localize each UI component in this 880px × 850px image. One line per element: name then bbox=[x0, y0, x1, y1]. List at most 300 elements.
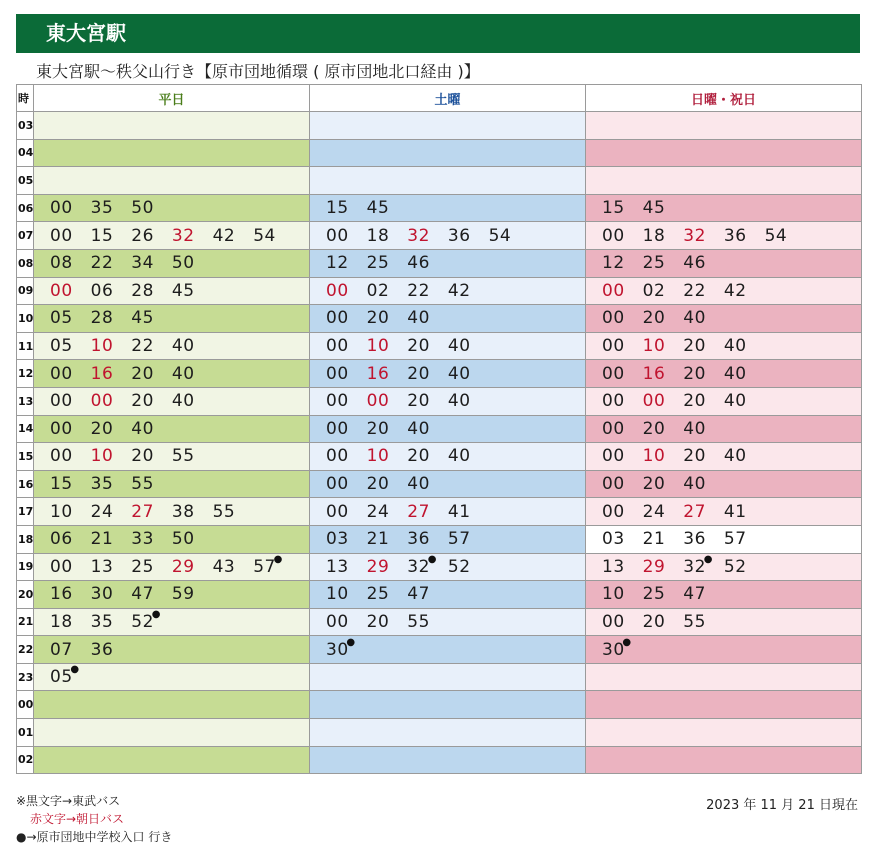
minute-text: 20 bbox=[407, 446, 430, 467]
weekday-cell bbox=[34, 139, 310, 167]
minute-text: 46 bbox=[683, 253, 706, 274]
weekday-cell bbox=[34, 581, 310, 609]
weekday-cell bbox=[34, 387, 310, 415]
departure-minute-asahi bbox=[50, 281, 73, 301]
hour-label: 00 bbox=[17, 691, 34, 719]
departure-minute bbox=[91, 584, 114, 604]
departure-minute bbox=[602, 636, 632, 660]
hour-label: 18 bbox=[17, 525, 34, 553]
saturday-cell bbox=[310, 443, 586, 471]
departure-minute bbox=[448, 281, 471, 301]
minute-text: 16 bbox=[90, 363, 114, 384]
departure-minute-asahi bbox=[643, 364, 666, 384]
minute-text: 03 bbox=[326, 529, 349, 550]
weekday-cell bbox=[34, 636, 310, 664]
minute-text: 40 bbox=[407, 308, 430, 329]
departure-minute bbox=[448, 557, 471, 577]
saturday-cell bbox=[310, 387, 586, 415]
departure-minute-asahi bbox=[643, 557, 666, 577]
departure-minute bbox=[50, 198, 73, 218]
minute-text: 42 bbox=[447, 280, 471, 301]
minute-text: 20 bbox=[407, 336, 430, 357]
departure-minute bbox=[602, 557, 625, 577]
hour-label: 08 bbox=[17, 249, 34, 277]
departure-minute bbox=[50, 446, 73, 466]
hour-label: 14 bbox=[17, 415, 34, 443]
saturday-cell bbox=[310, 277, 586, 305]
departure-minute bbox=[602, 474, 625, 494]
departure-minute bbox=[131, 474, 154, 494]
minute-text: 00 bbox=[642, 391, 666, 412]
departure-minute bbox=[50, 391, 73, 411]
minute-text: 41 bbox=[447, 501, 471, 522]
departure-minute-asahi bbox=[131, 502, 154, 522]
holiday-column-header: 日曜・祝日 bbox=[586, 85, 862, 112]
minute-text: 20 bbox=[642, 611, 666, 632]
minute-text: 24 bbox=[90, 501, 114, 522]
minute-text: 07 bbox=[50, 639, 73, 660]
departure-minute bbox=[326, 502, 349, 522]
departure-minute bbox=[367, 198, 390, 218]
departure-minute bbox=[643, 584, 666, 604]
saturday-cell bbox=[310, 663, 586, 691]
minute-text: 00 bbox=[602, 308, 625, 329]
weekday-cell bbox=[34, 553, 310, 581]
minute-text: 16 bbox=[366, 363, 390, 384]
departure-minute bbox=[91, 474, 114, 494]
minute-text: 00 bbox=[602, 474, 625, 495]
weekday-cell bbox=[34, 277, 310, 305]
minute-text: 45 bbox=[171, 280, 195, 301]
minute-text: 00 bbox=[602, 611, 625, 632]
departure-minute bbox=[326, 226, 349, 246]
minute-text: 29 bbox=[171, 556, 195, 577]
departure-minute bbox=[172, 253, 195, 273]
minute-text: 26 bbox=[131, 225, 154, 246]
hour-label: 10 bbox=[17, 305, 34, 333]
departure-minute bbox=[50, 253, 73, 273]
departure-minute bbox=[367, 502, 390, 522]
minute-text: 21 bbox=[642, 529, 666, 550]
holiday-cell bbox=[586, 222, 862, 250]
departure-minute-asahi bbox=[643, 336, 666, 356]
minute-text: 18 bbox=[366, 225, 390, 246]
departure-minute bbox=[131, 198, 154, 218]
departure-minute bbox=[683, 364, 706, 384]
minute-text: 00 bbox=[50, 391, 73, 412]
departure-minute bbox=[724, 502, 747, 522]
minute-text: 55 bbox=[407, 611, 430, 632]
minute-text: 15 bbox=[50, 474, 73, 495]
minute-text: 03 bbox=[602, 529, 625, 550]
departure-minute bbox=[448, 502, 471, 522]
minute-text: 40 bbox=[723, 446, 747, 467]
timetable-row bbox=[17, 332, 862, 360]
minute-text: 10 bbox=[642, 446, 666, 467]
hour-label: 22 bbox=[17, 636, 34, 664]
departure-minute bbox=[172, 391, 195, 411]
minute-text: 12 bbox=[326, 253, 349, 274]
minute-text: 05 bbox=[50, 667, 73, 688]
hour-label: 15 bbox=[17, 443, 34, 471]
departure-minute bbox=[407, 253, 430, 273]
weekday-cell bbox=[34, 360, 310, 388]
hour-label: 02 bbox=[17, 746, 34, 774]
effective-date-note: 2023 年 11 月 21 日現在 bbox=[706, 798, 858, 813]
minute-text: 00 bbox=[50, 556, 73, 577]
minute-text: 40 bbox=[131, 418, 154, 439]
weekday-cell bbox=[34, 194, 310, 222]
saturday-cell bbox=[310, 470, 586, 498]
departure-minute bbox=[448, 336, 471, 356]
weekday-cell bbox=[34, 525, 310, 553]
minute-text: 59 bbox=[171, 584, 195, 605]
departure-minute bbox=[602, 308, 625, 328]
departure-minute bbox=[50, 584, 73, 604]
minute-text: 20 bbox=[366, 418, 390, 439]
minute-text: 36 bbox=[90, 639, 114, 660]
departure-minute bbox=[131, 557, 154, 577]
minute-text: 34 bbox=[131, 253, 154, 274]
departure-minute bbox=[50, 474, 73, 494]
weekday-cell bbox=[34, 498, 310, 526]
departure-minute bbox=[407, 419, 430, 439]
departure-minute bbox=[91, 502, 114, 522]
departure-minute bbox=[213, 502, 236, 522]
departure-minute bbox=[326, 636, 356, 660]
weekday-cell bbox=[34, 443, 310, 471]
minute-text: 40 bbox=[683, 474, 706, 495]
minute-text: 21 bbox=[366, 529, 390, 550]
departure-minute bbox=[91, 308, 114, 328]
minute-text: 25 bbox=[366, 253, 390, 274]
departure-minute bbox=[50, 364, 73, 384]
minute-text: 38 bbox=[171, 501, 195, 522]
minute-text: 02 bbox=[366, 280, 390, 301]
minute-text: 16 bbox=[50, 584, 73, 605]
minute-text: 00 bbox=[326, 611, 349, 632]
departure-minute bbox=[602, 336, 625, 356]
minute-text: 00 bbox=[326, 501, 349, 522]
timetable-row bbox=[17, 194, 862, 222]
minute-text: 36 bbox=[723, 225, 747, 246]
minute-text: 55 bbox=[212, 501, 236, 522]
departure-minute-asahi bbox=[172, 226, 195, 246]
saturday-cell bbox=[310, 415, 586, 443]
minute-text: 10 bbox=[642, 336, 666, 357]
minute-text: 15 bbox=[90, 225, 114, 246]
minute-text: 36 bbox=[447, 225, 471, 246]
departure-minute bbox=[131, 308, 154, 328]
departure-minute-asahi bbox=[367, 336, 390, 356]
departure-minute bbox=[91, 198, 114, 218]
minute-text: 20 bbox=[683, 363, 706, 384]
saturday-cell bbox=[310, 746, 586, 774]
minute-text: 27 bbox=[131, 501, 154, 522]
minute-text: 00 bbox=[326, 225, 349, 246]
holiday-cell bbox=[586, 608, 862, 636]
departure-minute bbox=[448, 226, 471, 246]
minute-text: 35 bbox=[90, 611, 114, 632]
minute-text: 25 bbox=[642, 584, 666, 605]
departure-minute bbox=[683, 474, 706, 494]
departure-minute bbox=[602, 198, 625, 218]
holiday-cell bbox=[586, 360, 862, 388]
departure-minute-asahi bbox=[367, 391, 390, 411]
minute-text: 20 bbox=[131, 446, 154, 467]
weekday-cell bbox=[34, 332, 310, 360]
school-route-dot-icon: ● bbox=[70, 664, 80, 676]
departure-minute bbox=[326, 308, 349, 328]
departure-minute bbox=[131, 446, 154, 466]
minute-text: 00 bbox=[50, 225, 73, 246]
minute-text: 40 bbox=[683, 308, 706, 329]
minute-text: 00 bbox=[602, 280, 625, 301]
departure-minute-asahi bbox=[643, 446, 666, 466]
departure-minute bbox=[643, 419, 666, 439]
minute-text: 20 bbox=[683, 391, 706, 412]
weekday-cell bbox=[34, 249, 310, 277]
departure-minute-asahi bbox=[407, 502, 430, 522]
minute-text: 40 bbox=[447, 336, 471, 357]
timetable bbox=[16, 84, 862, 774]
legend-red-text: 赤文字→朝日バス bbox=[30, 812, 125, 826]
departure-minute bbox=[407, 446, 430, 466]
minute-text: 00 bbox=[366, 391, 390, 412]
saturday-cell bbox=[310, 222, 586, 250]
departure-minute bbox=[367, 612, 390, 632]
weekday-cell bbox=[34, 222, 310, 250]
route-title: 東大宮駅～秩父山行き【原市団地循環 ( 原市団地北口経由 )】 bbox=[36, 62, 480, 81]
departure-minute-asahi bbox=[407, 226, 430, 246]
departure-minute bbox=[326, 253, 349, 273]
departure-minute bbox=[172, 584, 195, 604]
departure-minute bbox=[253, 553, 283, 577]
departure-minute bbox=[172, 336, 195, 356]
minute-text: 40 bbox=[723, 363, 747, 384]
weekday-cell bbox=[34, 305, 310, 333]
timetable-row bbox=[17, 719, 862, 747]
holiday-cell bbox=[586, 636, 862, 664]
departure-minute bbox=[724, 364, 747, 384]
departure-minute bbox=[50, 308, 73, 328]
holiday-cell bbox=[586, 498, 862, 526]
minute-text: 35 bbox=[90, 198, 114, 219]
departure-minute bbox=[326, 391, 349, 411]
minute-text: 20 bbox=[366, 611, 390, 632]
departure-minute bbox=[407, 336, 430, 356]
minute-text: 29 bbox=[642, 556, 666, 577]
departure-minute bbox=[407, 281, 430, 301]
minute-text: 20 bbox=[683, 446, 706, 467]
minute-text: 20 bbox=[642, 308, 666, 329]
minute-text: 10 bbox=[602, 584, 625, 605]
legend-black-text: ※黒文字→東武バス bbox=[16, 794, 121, 808]
departure-minute bbox=[643, 226, 666, 246]
departure-minute bbox=[683, 419, 706, 439]
departure-minute bbox=[367, 529, 390, 549]
departure-minute bbox=[643, 474, 666, 494]
departure-minute-asahi bbox=[602, 281, 625, 301]
minute-text: 54 bbox=[764, 225, 788, 246]
departure-minute bbox=[50, 502, 73, 522]
minute-text: 00 bbox=[50, 418, 73, 439]
holiday-cell bbox=[586, 581, 862, 609]
school-route-dot-icon: ● bbox=[622, 636, 632, 648]
minute-text: 00 bbox=[326, 418, 349, 439]
timetable-row bbox=[17, 498, 862, 526]
hour-label: 16 bbox=[17, 470, 34, 498]
minute-text: 42 bbox=[212, 225, 236, 246]
minute-text: 25 bbox=[366, 584, 390, 605]
departure-minute bbox=[407, 364, 430, 384]
departure-minute bbox=[172, 364, 195, 384]
station-title: 東大宮駅 bbox=[46, 21, 126, 45]
departure-minute bbox=[367, 281, 390, 301]
departure-minute bbox=[91, 612, 114, 632]
departure-minute bbox=[91, 419, 114, 439]
minute-text: 00 bbox=[602, 446, 625, 467]
departure-minute bbox=[407, 474, 430, 494]
departure-minute bbox=[326, 419, 349, 439]
station-header bbox=[16, 14, 860, 53]
saturday-cell bbox=[310, 167, 586, 195]
minute-text: 50 bbox=[171, 253, 195, 274]
minute-text: 30 bbox=[90, 584, 114, 605]
departure-minute bbox=[765, 226, 788, 246]
timetable-row bbox=[17, 112, 862, 140]
minute-text: 42 bbox=[723, 280, 747, 301]
minute-text: 18 bbox=[642, 225, 666, 246]
minute-text: 54 bbox=[253, 225, 276, 246]
minute-text: 13 bbox=[602, 556, 625, 577]
departure-minute bbox=[407, 612, 430, 632]
saturday-cell bbox=[310, 249, 586, 277]
holiday-cell bbox=[586, 553, 862, 581]
departure-minute bbox=[602, 364, 625, 384]
holiday-cell bbox=[586, 663, 862, 691]
weekday-column-header: 平日 bbox=[34, 85, 310, 112]
timetable-row bbox=[17, 387, 862, 415]
minute-text: 32 bbox=[407, 225, 430, 246]
departure-minute bbox=[683, 529, 706, 549]
saturday-cell bbox=[310, 636, 586, 664]
saturday-cell bbox=[310, 194, 586, 222]
hour-label: 17 bbox=[17, 498, 34, 526]
school-route-dot-icon: ● bbox=[427, 553, 437, 565]
departure-minute bbox=[724, 281, 747, 301]
departure-minute bbox=[448, 364, 471, 384]
minute-text: 45 bbox=[131, 308, 154, 329]
departure-minute bbox=[724, 226, 747, 246]
minute-text: 28 bbox=[131, 280, 154, 301]
timetable-body bbox=[17, 112, 862, 774]
minute-text: 20 bbox=[90, 418, 114, 439]
departure-minute-asahi bbox=[683, 502, 706, 522]
legend-dot-text: ●→原市団地中学校入口 行き bbox=[16, 830, 173, 844]
departure-minute bbox=[407, 529, 430, 549]
departure-minute bbox=[367, 226, 390, 246]
timetable-row bbox=[17, 608, 862, 636]
departure-minute-asahi bbox=[683, 226, 706, 246]
departure-minute bbox=[602, 529, 625, 549]
departure-minute bbox=[172, 281, 195, 301]
weekday-cell bbox=[34, 112, 310, 140]
departure-minute bbox=[602, 253, 625, 273]
saturday-cell bbox=[310, 498, 586, 526]
minute-text: 00 bbox=[326, 363, 349, 384]
weekday-cell bbox=[34, 608, 310, 636]
minute-text: 02 bbox=[642, 280, 666, 301]
minute-text: 00 bbox=[50, 446, 73, 467]
minute-text: 47 bbox=[683, 584, 706, 605]
school-route-dot-icon: ● bbox=[273, 553, 283, 565]
minute-text: 52 bbox=[723, 556, 747, 577]
departure-minute-asahi bbox=[91, 391, 114, 411]
departure-minute bbox=[724, 336, 747, 356]
minute-text: 18 bbox=[50, 611, 73, 632]
departure-minute bbox=[326, 446, 349, 466]
timetable-row bbox=[17, 663, 862, 691]
departure-minute bbox=[91, 281, 114, 301]
holiday-cell bbox=[586, 387, 862, 415]
departure-minute-asahi bbox=[91, 336, 114, 356]
minute-text: 00 bbox=[90, 391, 114, 412]
hour-label: 04 bbox=[17, 139, 34, 167]
departure-minute bbox=[131, 281, 154, 301]
holiday-cell bbox=[586, 305, 862, 333]
minute-text: 27 bbox=[683, 501, 706, 522]
departure-minute bbox=[602, 391, 625, 411]
minute-text: 15 bbox=[326, 198, 349, 219]
hour-label: 05 bbox=[17, 167, 34, 195]
hour-label: 20 bbox=[17, 581, 34, 609]
minute-text: 20 bbox=[366, 308, 390, 329]
school-route-dot-icon: ● bbox=[346, 636, 356, 648]
minute-text: 41 bbox=[723, 501, 747, 522]
departure-minute bbox=[213, 557, 236, 577]
hour-label: 23 bbox=[17, 663, 34, 691]
school-route-dot-icon: ● bbox=[151, 608, 161, 620]
minute-text: 13 bbox=[326, 556, 349, 577]
departure-minute bbox=[448, 529, 471, 549]
minute-text: 55 bbox=[683, 611, 706, 632]
departure-minute bbox=[50, 336, 73, 356]
timetable-row bbox=[17, 691, 862, 719]
saturday-cell bbox=[310, 525, 586, 553]
departure-minute bbox=[253, 226, 276, 246]
departure-minute bbox=[448, 391, 471, 411]
minute-text: 12 bbox=[602, 253, 625, 274]
minute-text: 00 bbox=[602, 225, 625, 246]
minute-text: 45 bbox=[642, 198, 666, 219]
minute-text: 28 bbox=[90, 308, 114, 329]
minute-text: 20 bbox=[683, 336, 706, 357]
departure-minute bbox=[367, 253, 390, 273]
minute-text: 40 bbox=[683, 418, 706, 439]
departure-minute bbox=[326, 474, 349, 494]
weekday-cell bbox=[34, 470, 310, 498]
departure-minute bbox=[643, 198, 666, 218]
minute-text: 27 bbox=[407, 501, 430, 522]
timetable-row bbox=[17, 581, 862, 609]
departure-minute-asahi bbox=[367, 446, 390, 466]
holiday-cell bbox=[586, 691, 862, 719]
school-route-dot-icon: ● bbox=[703, 553, 713, 565]
departure-minute bbox=[50, 664, 80, 688]
departure-minute bbox=[407, 584, 430, 604]
minute-text: 24 bbox=[366, 501, 390, 522]
